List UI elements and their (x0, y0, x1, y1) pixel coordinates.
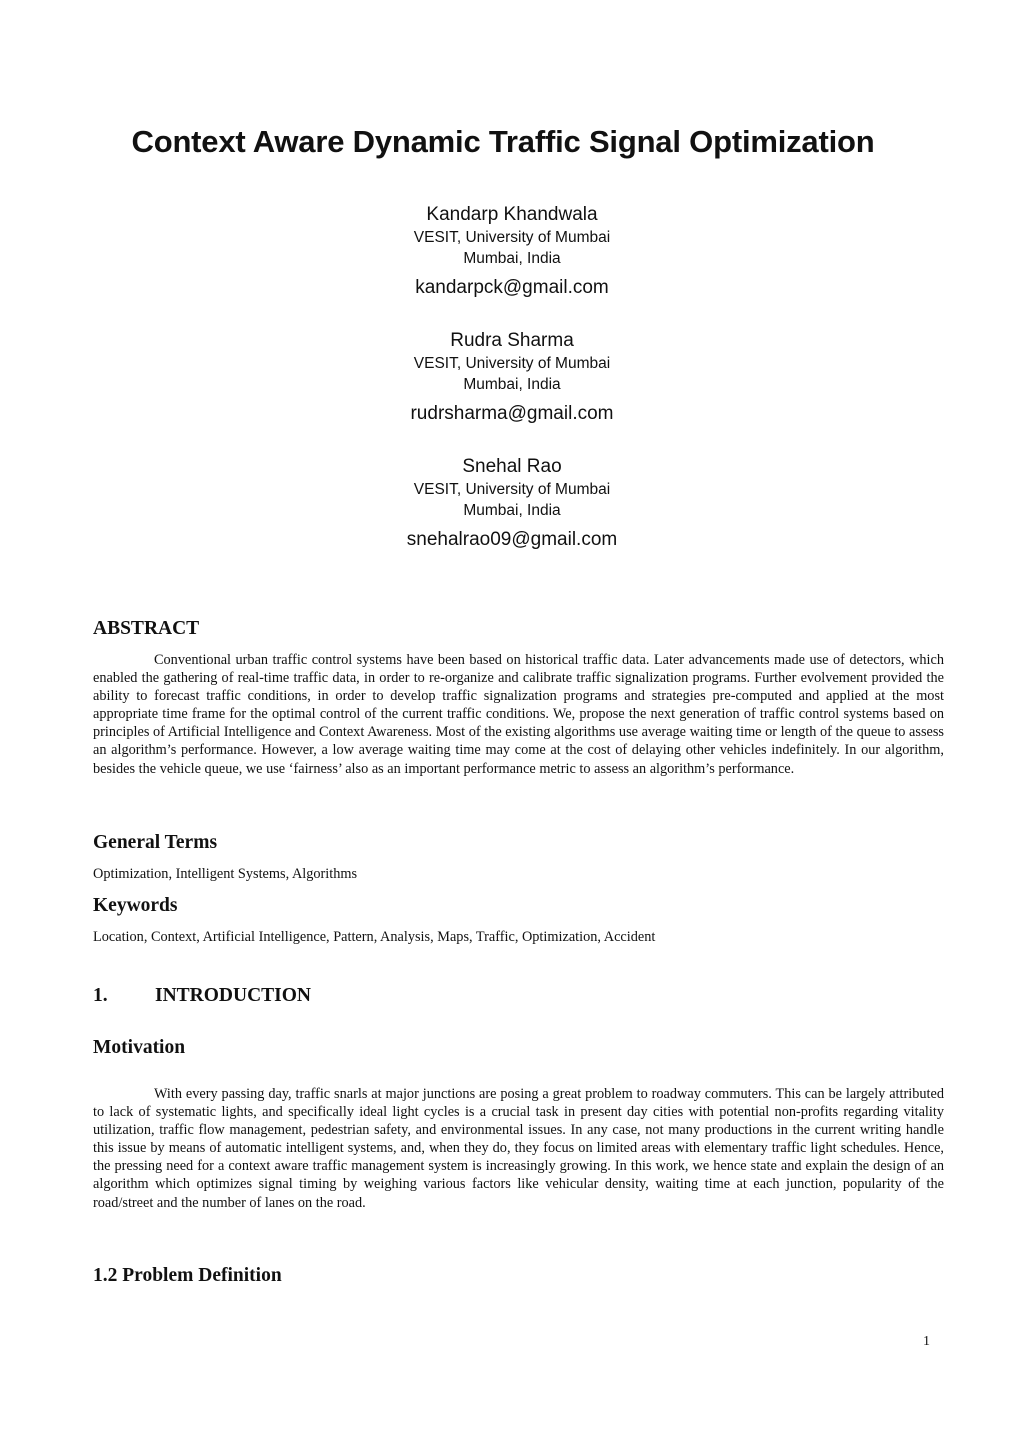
general-terms-heading: General Terms (93, 832, 218, 853)
keywords-text: Location, Context, Artificial Intelligence, Pattern, Analysis, Maps, Traffic, Optimization, Accident (93, 929, 656, 945)
author-name: Rudra Sharma (450, 330, 574, 351)
author-block-1 (312, 203, 712, 300)
author-name: Kandarp Khandwala (426, 204, 598, 225)
author-affiliation: VESIT, University of Mumbai (413, 481, 611, 498)
author-affiliation: VESIT, University of Mumbai (413, 229, 611, 246)
introduction-heading (93, 985, 311, 1007)
author-name: Snehal Rao (462, 456, 562, 477)
author-email: snehalrao09@gmail.com (406, 529, 618, 550)
author-location: Mumbai, India (463, 376, 561, 393)
author-block-3 (312, 455, 712, 552)
motivation-heading: Motivation (93, 1037, 186, 1058)
author-email: rudrsharma@gmail.com (410, 403, 614, 424)
author-block-2 (312, 329, 712, 426)
section-number: 1. (93, 985, 108, 1006)
paper-title: Context Aware Dynamic Traffic Signal Optimization (131, 124, 875, 159)
problem-definition-heading: 1.2 Problem Definition (93, 1265, 282, 1286)
abstract-heading: ABSTRACT (93, 618, 200, 639)
motivation-text: With every passing day, traffic snarls at major junctions are posing a great problem to roadway commuters. This can be largely attributed to lack of systematic lights, and specifically ideal light cycles is a crucial task in present day cities with potential non-profits regarding vitality utilization, traffic flow management, pedestrian safety, and environmental issues. In any case, not many productions in the current writing handle this issue by means of automatic intelligent systems, and, when they do, they focus on limited areas with elementary traffic light schedules. Hence, the pressing need for a context aware traffic management system is increasingly growing. In this work, we hence state and explain the design of an algorithm which optimizes signal timing by weighing various factors like vehicular density, waiting time at each junction, popularity of the road/street and the number of lanes on the road. (93, 1086, 944, 1211)
author-email: kandarpck@gmail.com (415, 277, 609, 298)
author-location: Mumbai, India (463, 250, 561, 267)
page-number: 1 (923, 1334, 930, 1349)
keywords-heading: Keywords (93, 895, 178, 916)
section-title: INTRODUCTION (155, 985, 312, 1006)
author-location: Mumbai, India (463, 502, 561, 519)
author-affiliation: VESIT, University of Mumbai (413, 355, 611, 372)
general-terms-text: Optimization, Intelligent Systems, Algorithms (93, 866, 358, 882)
abstract-text: Conventional urban traffic control systems have been based on historical traffic data. Later advancements made use of detectors, which enabled the gathering of real-time traffic data, in order to re-organize and calibrate traffic signalization programs. Further evolvement provided the ability to forecast traffic conditions, in order to develop traffic signalization programs and strategies pre-computed and applied at the most appropriate time frame for the optimal control of the current traffic conditions. We, propose the next generation of traffic control systems based on principles of Artificial Intelligence and Context Awareness. Most of the existing algorithms use average waiting time or length of the queue to assess an algorithm’s performance. However, a low average waiting time may come at the cost of delaying other vehicles indefinitely. In our algorithm, besides the vehicle queue, we use ‘fairness’ also as an important performance metric to assess an algorithm’s performance. (93, 652, 944, 777)
